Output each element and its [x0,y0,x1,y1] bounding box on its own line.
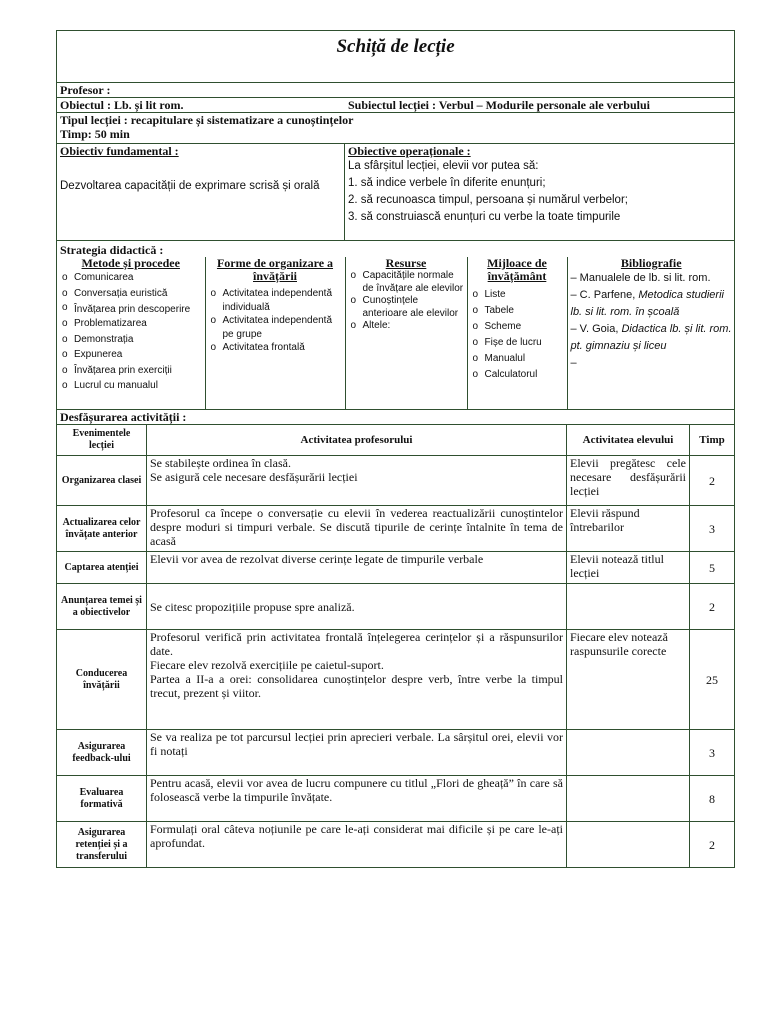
teacher-activity-line: Se stabilește ordinea în clasă. [150,456,291,470]
means-item: o Calculatorul [471,367,564,383]
method-item: o Comunicarea [60,270,202,286]
student-activity [567,822,690,868]
teacher-activity-line: Pentru acasă, elevii vor avea de lucru compunere cu titlul „Flori de gheață” în care să folosească verbe la timpurile învățate. [150,776,563,804]
teacher-activity [147,730,567,776]
teacher-activity [147,506,567,552]
time-value: 2 [690,822,735,868]
form-item: o Activitatea independentă pe grupe [209,314,342,341]
means-item: o Liste [471,287,564,303]
event-name: Actualizarea celor învățate anterior [57,506,147,552]
teacher-activity-line: Se va realiza pe tot parcursul lecției prin aprecieri verbale. La sârșitul orei, elevii vor fi notați [150,730,563,758]
forms-heading: Forme de organizare a învățării [216,256,334,283]
event-name: Anunțarea temei și a obiectivelor [57,584,147,630]
obiectul-text: Obiectul : Lb. și lit rom. [60,98,184,112]
col-header-time: Timp [690,425,735,456]
strategy-cell [57,241,735,410]
student-activity [567,776,690,822]
method-item: o Învățarea prin exerciții [60,363,202,379]
objective-item: 2. să recunoasca timpul, persoana și numărul verbelor; [348,194,628,206]
student-activity: Fiecare elev notează raspunsurile corecte [567,630,690,730]
activity-row [57,506,735,552]
resources-heading: Resurse [385,256,427,270]
bibliography-item: – [570,357,577,369]
activity-row [57,584,735,630]
teacher-activity-line: Se citesc propozițiile propuse spre analiză. [150,599,355,614]
bibliography-item: – C. Parfene, Metodica studierii lb. si lit. rom. în școală [570,289,724,318]
methods-heading: Metode și procedee [81,256,180,270]
means-item: o Scheme [471,319,564,335]
activity-heading: Desfășurarea activității : [57,410,735,425]
objective-item: 1. să indice verbele în diferite enunțuri; [348,177,546,189]
resource-item: o Altele: [349,320,464,333]
method-item: o Expunerea [60,347,202,363]
time-value: 5 [690,552,735,584]
teacher-activity-line: Se asigură cele necesare desfășurării lecției [150,470,358,484]
lesson-plan-table [56,30,735,456]
subiectul-text: Subiectul lecției : Verbul – Modurile personale ale verbului [348,98,650,112]
tipul-text: Tipul lecției : recapitulare și sistematizare a cunoștințelor [60,113,354,127]
methods-column [57,257,205,409]
means-heading: Mijloace de învățământ [487,256,547,283]
event-name: Asigurarea feedback-ului [57,730,147,776]
form-item: o Activitatea independentă individuală [209,287,342,314]
time-value: 3 [690,506,735,552]
means-column [467,257,567,409]
activity-rows [56,455,735,868]
method-item: o Învățarea prin descoperire [60,301,202,316]
col-header-events: Evenimentele lecției [57,425,147,456]
objective-item: 3. să construiască enunțuri cu verbe la toate timpurile [348,211,621,223]
objectives-intro: La sfârșitul lecției, elevii vor putea să: [348,160,539,172]
student-activity [567,584,690,630]
teacher-activity [147,822,567,868]
event-name: Conducerea învățării [57,630,147,730]
profesor-label: Profesor : [57,83,735,98]
method-item: o Conversația euristică [60,286,202,302]
objective-fundamental-cell [57,144,345,241]
page-title: Schiță de lecție [57,31,735,83]
method-item: o Lucrul cu manualul [60,378,202,394]
resource-item: o Cunoștințele anterioare ale elevilor [349,295,464,320]
objectives-operational-cell [345,144,735,241]
col-header-teacher: Activitatea profesorului [147,425,567,456]
teacher-activity-line: Profesorul ca începe o conversație cu elevii în vederea reactualizării cunoștintelor despre moduri si timpuri verbale. Se discută tipurile de cerințe întalnite în tema de acasă [150,506,563,548]
activity-row [57,730,735,776]
col-header-student: Activitatea elevului [567,425,690,456]
teacher-activity [147,776,567,822]
forms-column [205,257,345,409]
method-item: o Problematizarea [60,316,202,332]
form-item: o Activitatea frontală [209,341,342,355]
teacher-activity [147,584,567,630]
objectives-operational-heading: Obiective operaționale : [348,144,471,158]
event-name: Asigurarea retenției și a transferului [57,822,147,868]
method-item: o Demonstrația [60,332,202,348]
time-value: 2 [690,584,735,630]
teacher-activity-line: Profesorul verifică prin activitatea frontală înțelegerea cerințelor și a răspunsurilor date. [150,630,563,658]
means-item: o Fișe de lucru [471,335,564,351]
activity-row [57,776,735,822]
activity-row [57,552,735,584]
time-value: 8 [690,776,735,822]
lesson-plan [56,30,734,868]
event-name: Organizarea clasei [57,456,147,506]
student-activity [567,730,690,776]
time-value: 2 [690,456,735,506]
bibliography-item: – V. Goia, Didactica lb. și lit. rom. pt. gimnaziu și liceu [570,323,732,352]
time-value: 25 [690,630,735,730]
teacher-activity-line: Elevii vor avea de rezolvat diverse cerințe legate de timpurile verbale [150,552,484,566]
subject-row [57,98,735,113]
means-item: o Tabele [471,303,564,319]
teacher-activity-line: Formulați oral câteva noțiunile pe care le-ați considerat mai dificile și pe care le-ați aprofundat. [150,822,563,850]
student-activity: Elevii răspund întrebarilor [567,506,690,552]
resources-column [345,257,467,409]
bibliography-item: – Manualele de lb. si lit. rom. [570,272,711,284]
activity-row [57,630,735,730]
teacher-activity [147,456,567,506]
timp-text: Timp: 50 min [60,127,130,141]
activity-row [57,822,735,868]
activity-row [57,456,735,506]
bibliography-heading: Bibliografie [620,256,682,270]
teacher-activity [147,552,567,584]
bibliography-column [567,257,735,409]
resource-item: o Capacitățile normale de învățare ale elevilor [349,270,464,295]
means-item: o Manualul [471,351,564,367]
time-value: 3 [690,730,735,776]
student-activity: Elevii notează titlul lecției [567,552,690,584]
event-name: Captarea atenției [57,552,147,584]
lesson-type-row [57,113,735,144]
student-activity: Elevii pregătesc cele necesare desfășurării lecției [567,456,690,506]
strategy-heading: Strategia didactică : [60,243,164,257]
teacher-activity-line: Fiecare elev rezolvă exercițiile pe caietul-suport. [150,658,384,672]
teacher-activity [147,630,567,730]
teacher-activity-line: Partea a II-a a orei: consolidarea cunoștințelor despre verb, între verbe la timpul trecut, prezent și viitor. [150,672,563,700]
event-name: Evaluarea formativă [57,776,147,822]
objective-fundamental-heading: Obiectiv fundamental : [60,144,179,158]
objective-fundamental-text: Dezvoltarea capacității de exprimare scrisă și orală [60,180,320,192]
